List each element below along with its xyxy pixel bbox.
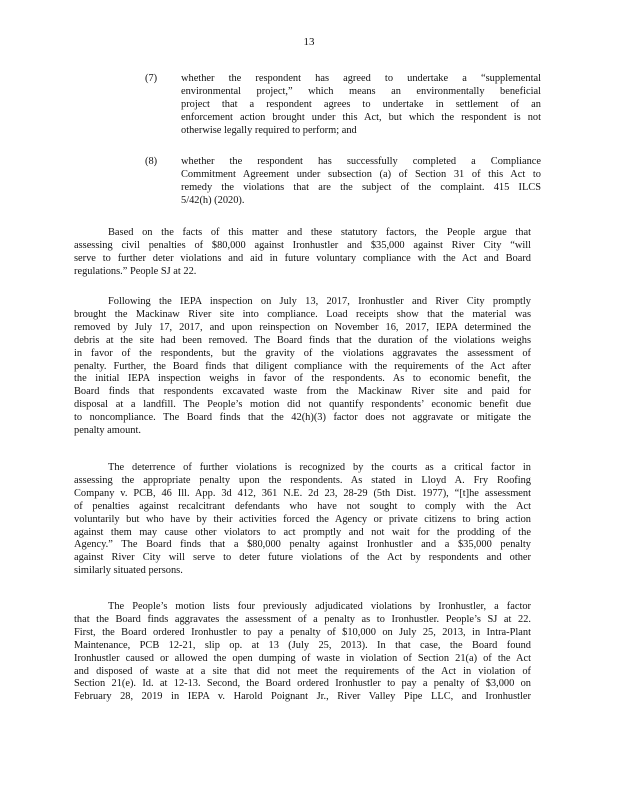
text-line: of penalties against recalcitrant defendants who have not sought to comply with the Act bbox=[74, 500, 531, 512]
text-line: that the Board finds aggravates the assessment of a penalty as to Ironhustler. People’s SJ at 22. bbox=[74, 613, 531, 625]
text-line: environmental project,” which means an environmentally beneficial bbox=[181, 85, 541, 97]
text-line: voluntarily but who have by their activities forced the Agency or private citizens to bring action bbox=[74, 513, 531, 525]
list-item-body bbox=[181, 73, 541, 138]
text-line: otherwise legally required to perform; and bbox=[181, 124, 357, 136]
text-line: against River City will serve to deter future violations of the Act by respondents and other bbox=[74, 552, 531, 564]
text-line: penalty amount. bbox=[74, 425, 141, 437]
text-line: serve to further deter violations and aid in future voluntary compliance with the Act and Board bbox=[74, 252, 531, 264]
text-line: Section 21(e). Id. at 12-13. Second, the Board ordered Ironhustler to pay a penalty of $3,000 on bbox=[74, 678, 531, 690]
paragraph bbox=[74, 462, 531, 578]
text-line: The People’s motion lists four previously adjudicated violations by Ironhustler, a factor bbox=[108, 601, 531, 612]
text-line: 5/42(h) (2020). bbox=[181, 194, 245, 206]
text-line: and disposed of waste at a site that did not meet the requirements of the Act in violation of bbox=[74, 665, 531, 677]
text-line: First, the Board ordered Ironhustler to pay a penalty of $10,000 on July 25, 2013, in Intra-Plant bbox=[74, 626, 531, 638]
list-item-body bbox=[181, 156, 541, 208]
text-line: Company v. PCB, 46 Ill. App. 3d 412, 361 N.E. 2d 23, 28-29 (5th Dist. 1977), “[t]he assessment bbox=[74, 487, 531, 499]
list-item-number: (7) bbox=[145, 73, 158, 84]
text-line: Agency.” The Board finds that a $80,000 penalty against Ironhustler and a $35,000 penalty bbox=[74, 539, 531, 551]
text-line: in favor of the respondents, but the gravity of the violations aggravates the assessment of bbox=[74, 347, 531, 359]
text-line: removed by July 17, 2017, and upon reinspection on November 16, 2017, IEPA determined the bbox=[74, 321, 531, 333]
text-line: Commitment Agreement under subsection (a) of Section 31 of this Act to bbox=[181, 168, 541, 180]
text-line: debris at the site had been removed. The Board finds that the duration of the violations weighs bbox=[74, 334, 531, 346]
text-line: Following the IEPA inspection on July 13, 2017, Ironhustler and River City promptly bbox=[108, 296, 531, 307]
text-line: similarly situated persons. bbox=[74, 565, 183, 577]
text-line: project that a respondent agrees to undertake in settlement of an bbox=[181, 98, 541, 110]
paragraph bbox=[74, 601, 531, 704]
text-line: assessing the appropriate penalty upon the respondents. As stated in Lloyd A. Fry Roofing bbox=[74, 474, 531, 486]
text-line: whether the respondent has successfully completed a Compliance bbox=[181, 156, 541, 167]
text-line: enforcement action brought under this Act, but which the respondent is not bbox=[181, 111, 541, 123]
paragraph bbox=[74, 296, 531, 438]
text-line: assessing civil penalties of $80,000 against Ironhustler and $35,000 against River City “will bbox=[74, 239, 531, 251]
text-line: penalty. Further, the Board finds that diligent compliance with the requirements of the Act after bbox=[74, 360, 531, 372]
text-line: regulations.” People SJ at 22. bbox=[74, 265, 197, 277]
text-line: The deterrence of further violations is recognized by the courts as a critical factor in bbox=[108, 462, 531, 473]
text-line: Board finds that respondents excavated waste from the Mackinaw River site and paid for bbox=[74, 386, 531, 398]
list-item-number: (8) bbox=[145, 156, 158, 167]
text-line: whether the respondent has agreed to undertake a “supplemental bbox=[181, 73, 541, 84]
text-line: disposal at a landfill. The People’s motion did not quantify respondents’ economic benefit due bbox=[74, 399, 531, 411]
text-line: remedy the violations that are the subject of the complaint. 415 ILCS bbox=[181, 181, 541, 193]
text-line: against them may cause other violators to act promptly and not wait for the prodding of the bbox=[74, 526, 531, 538]
paragraph bbox=[74, 227, 531, 279]
text-line: February 28, 2019 in IEPA v. Harold Poignant Jr., River Valley Pipe LLC, and Ironhustler bbox=[74, 691, 531, 703]
text-line: Based on the facts of this matter and these statutory factors, the People argue that bbox=[108, 227, 531, 238]
text-line: the initial IEPA inspection weighs in favor of the respondents. As to economic benefit, the bbox=[74, 373, 531, 385]
text-line: brought the Mackinaw River site into compliance. Load receipts show that the material was bbox=[74, 308, 531, 320]
page-number: 13 bbox=[303, 36, 315, 48]
text-line: to noncompliance. The Board finds that the 42(h)(3) factor does not aggravate or mitigate the bbox=[74, 412, 531, 424]
text-line: Ironhustler caused or allowed the open dumping of waste in violation of Section 21(a) of the Act bbox=[74, 652, 531, 664]
text-line: Maintenance, PCB 12-21, slip op. at 13 (July 25, 2013). In that case, the Board found bbox=[74, 639, 531, 651]
